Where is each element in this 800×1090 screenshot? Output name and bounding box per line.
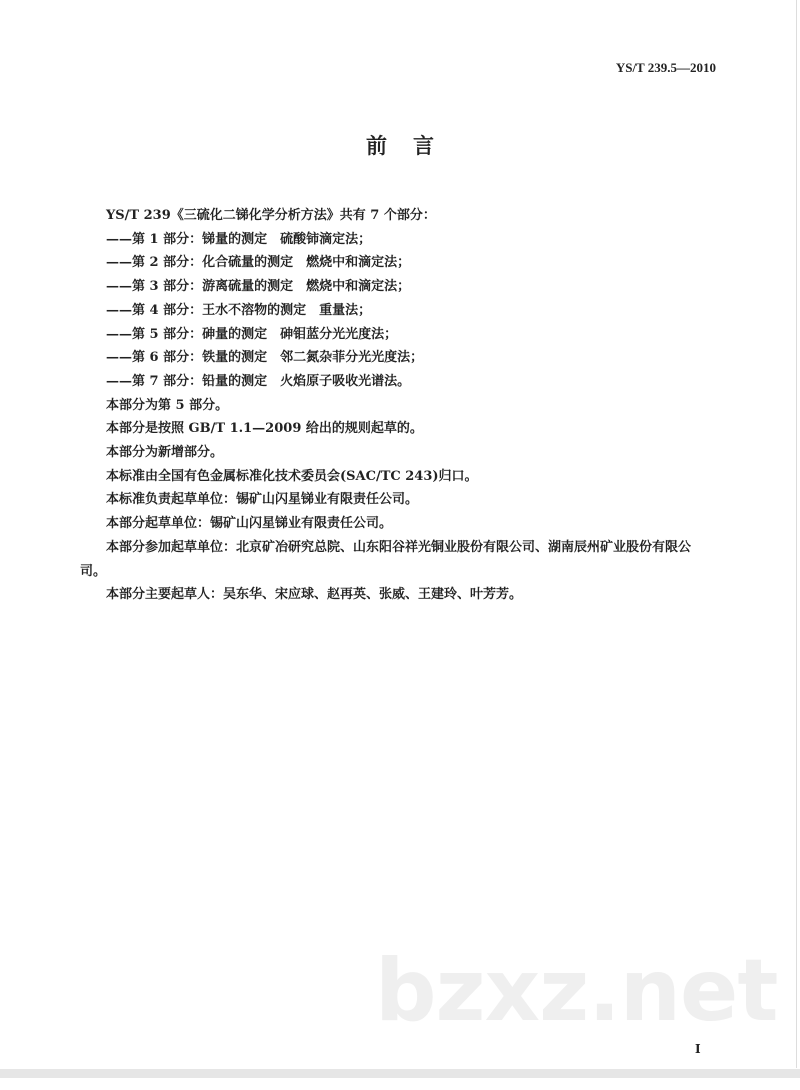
paragraph: 本部分起草单位：锡矿山闪星锑业有限责任公司。 (106, 516, 393, 532)
part-item: ——第 6 部分：铁量的测定 邻二氮杂菲分光光度法； (106, 350, 424, 366)
part-item: ——第 4 部分：王水不溶物的测定 重量法； (106, 302, 372, 318)
part-item: ——第 7 部分：铅量的测定 火焰原子吸收光谱法。 (106, 373, 411, 389)
paragraph: 本部分参加起草单位：北京矿冶研究总院、山东阳谷祥光铜业股份有限公司、湖南辰州矿业股份有限公司。 (80, 539, 692, 579)
paragraph: 本部分主要起草人：吴东华、宋应球、赵再英、张威、王建玲、叶芳芳。 (106, 587, 523, 603)
paragraph: 本部分为第 5 部分。 (106, 397, 229, 413)
page-number: I (695, 1042, 701, 1056)
paragraph: 本标准由全国有色金属标准化技术委员会(SAC/TC 243)归口。 (106, 468, 478, 484)
paragraph: 本部分为新增部分。 (106, 445, 224, 461)
page-title: 前言 (366, 133, 460, 158)
paragraph: 本标准负责起草单位：锡矿山闪星锑业有限责任公司。 (106, 492, 419, 508)
foreword-body (80, 204, 712, 607)
paragraph: 本部分是按照 GB/T 1.1—2009 给出的规则起草的。 (106, 421, 423, 437)
part-item: ——第 2 部分：化合硫量的测定 燃烧中和滴定法； (106, 255, 411, 271)
part-item: ——第 3 部分：游离硫量的测定 燃烧中和滴定法； (106, 279, 411, 295)
page-separator (0, 1069, 800, 1078)
intro-paragraph: YS/T 239《三硫化二锑化学分析方法》共有 7 个部分： (106, 208, 436, 223)
part-item: ——第 5 部分：砷量的测定 砷钼蓝分光光度法； (106, 326, 398, 342)
part-item: ——第 1 部分：锑量的测定 硫酸铈滴定法； (106, 231, 372, 247)
standard-number: YS/T 239.5—2010 (615, 60, 716, 75)
watermark: bzxz.net (375, 941, 778, 1041)
